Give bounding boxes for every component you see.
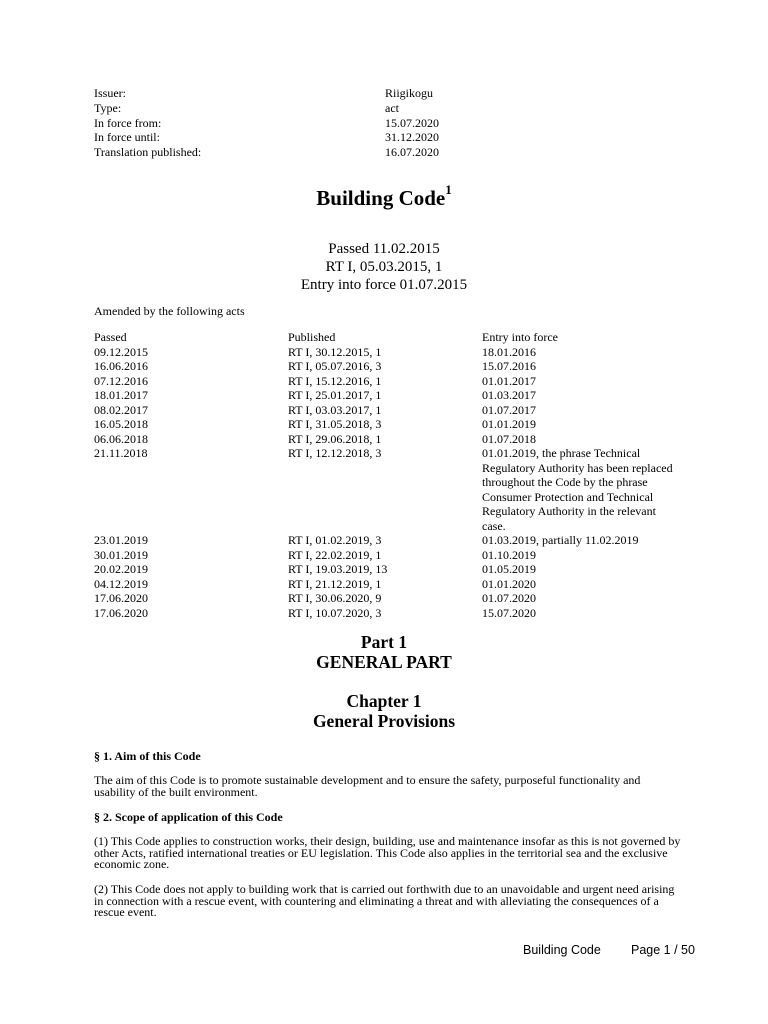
amendments-body bbox=[94, 345, 694, 621]
cell-passed: 23.01.2019 bbox=[94, 533, 148, 547]
footer-document-name: Building Code bbox=[523, 943, 601, 957]
table-row bbox=[94, 591, 694, 606]
cell-published: RT I, 10.07.2020, 3 bbox=[288, 605, 382, 620]
metadata-row bbox=[94, 145, 654, 160]
table-row bbox=[94, 403, 694, 418]
column-header-published: Published bbox=[288, 330, 336, 344]
cell-published: RT I, 25.01.2017, 1 bbox=[288, 388, 382, 402]
document-title bbox=[0, 182, 768, 211]
table-row bbox=[94, 359, 694, 374]
footer-page-number: Page 1 / 50 bbox=[631, 943, 695, 957]
cell-entry-into-force: 01.03.2017 bbox=[482, 388, 536, 402]
section-2-title: § 2. Scope of application of this Code bbox=[94, 810, 283, 824]
cell-published: RT I, 12.12.2018, 3 bbox=[288, 446, 382, 460]
cell-passed: 30.01.2019 bbox=[94, 547, 148, 562]
table-row bbox=[94, 417, 694, 432]
table-row bbox=[94, 548, 694, 563]
metadata-value: 31.12.2020 bbox=[385, 130, 439, 145]
table-row bbox=[94, 533, 694, 548]
metadata-label: Issuer: bbox=[94, 86, 126, 100]
cell-passed: 08.02.2017 bbox=[94, 402, 148, 417]
part-number: Part 1 bbox=[360, 632, 408, 652]
metadata-row bbox=[94, 101, 654, 116]
title-footnote-ref[interactable]: 1 bbox=[445, 182, 452, 197]
cell-entry-into-force: 01.01.2019, the phrase Technical Regulatory Authority has been replaced throughout the Code by the phrase Consumer Protection and Technical Regulatory Authority in the relevant case. bbox=[482, 446, 673, 533]
cell-published: RT I, 05.07.2016, 3 bbox=[288, 359, 382, 373]
table-row bbox=[94, 446, 694, 533]
column-header-entry-into-force: Entry into force bbox=[482, 330, 558, 344]
amended-heading: Amended by the following acts bbox=[94, 304, 245, 318]
cell-entry-into-force: 01.01.2020 bbox=[482, 576, 536, 591]
cell-passed: 21.11.2018 bbox=[94, 446, 148, 460]
table-row bbox=[94, 606, 694, 621]
cell-entry-into-force: 01.07.2020 bbox=[482, 591, 536, 605]
table-row bbox=[94, 374, 694, 389]
cell-passed: 04.12.2019 bbox=[94, 576, 148, 591]
section-1-title: § 1. Aim of this Code bbox=[94, 749, 201, 763]
table-row bbox=[94, 388, 694, 403]
table-row bbox=[94, 562, 694, 577]
metadata-label: In force from: bbox=[94, 115, 162, 130]
metadata-value: 15.07.2020 bbox=[385, 115, 439, 130]
cell-published: RT I, 30.06.2020, 9 bbox=[288, 591, 382, 605]
cell-passed: 09.12.2015 bbox=[94, 344, 148, 359]
cell-entry-into-force: 01.03.2019, partially 11.02.2019 bbox=[482, 533, 639, 547]
column-header-passed: Passed bbox=[94, 330, 127, 344]
cell-passed: 06.06.2018 bbox=[94, 431, 148, 446]
table-row bbox=[94, 577, 694, 592]
cell-published: RT I, 22.02.2019, 1 bbox=[288, 547, 382, 562]
cell-entry-into-force: 01.05.2019 bbox=[482, 562, 536, 576]
cell-passed: 20.02.2019 bbox=[94, 562, 148, 576]
cell-entry-into-force: 01.07.2017 bbox=[482, 402, 536, 417]
cell-published: RT I, 19.03.2019, 13 bbox=[288, 562, 388, 576]
cell-published: RT I, 30.12.2015, 1 bbox=[288, 344, 382, 359]
cell-published: RT I, 01.02.2019, 3 bbox=[288, 533, 382, 547]
cell-passed: 18.01.2017 bbox=[94, 388, 148, 402]
cell-entry-into-force: 15.07.2020 bbox=[482, 605, 536, 620]
metadata-value: Riigikogu bbox=[385, 86, 434, 100]
cell-entry-into-force: 01.07.2018 bbox=[482, 431, 536, 446]
metadata-block bbox=[94, 86, 654, 160]
cell-passed: 17.06.2020 bbox=[94, 605, 148, 620]
cell-passed: 16.05.2018 bbox=[94, 417, 148, 431]
metadata-row bbox=[94, 130, 654, 145]
cell-published: RT I, 21.12.2019, 1 bbox=[288, 576, 382, 591]
cell-published: RT I, 15.12.2016, 1 bbox=[288, 373, 382, 388]
cell-published: RT I, 29.06.2018, 1 bbox=[288, 431, 382, 446]
passed-info bbox=[0, 240, 768, 294]
cell-entry-into-force: 18.01.2016 bbox=[482, 344, 536, 359]
cell-entry-into-force: 01.01.2017 bbox=[482, 373, 536, 388]
title-text: Building Code bbox=[316, 186, 446, 210]
amendments-table bbox=[94, 330, 694, 620]
cell-passed: 07.12.2016 bbox=[94, 373, 148, 388]
chapter-name: General Provisions bbox=[312, 710, 456, 731]
metadata-label: In force until: bbox=[94, 130, 160, 145]
publication-reference: RT I, 05.03.2015, 1 bbox=[325, 259, 443, 275]
table-row bbox=[94, 432, 694, 447]
cell-published: RT I, 31.05.2018, 3 bbox=[288, 417, 382, 431]
cell-entry-into-force: 01.01.2019 bbox=[482, 417, 536, 431]
cell-entry-into-force: 15.07.2016 bbox=[482, 359, 536, 373]
section-1-text: The aim of this Code is to promote sustainable development and to ensure the safety, purposeful functionality and usability of the built environment. bbox=[94, 773, 641, 799]
cell-entry-into-force: 01.10.2019 bbox=[482, 547, 536, 562]
passed-date: Passed 11.02.2015 bbox=[328, 241, 440, 257]
metadata-label: Translation published: bbox=[94, 145, 202, 160]
part-name: GENERAL PART bbox=[316, 651, 452, 672]
cell-passed: 16.06.2016 bbox=[94, 359, 148, 373]
cell-passed: 17.06.2020 bbox=[94, 591, 148, 605]
section-2-paragraph-1: (1) This Code applies to construction works, their design, building, use and maintenance insofar as this is not governed by other Acts, ratified international treaties or EU legislation. This Code also applies in the territorial sea and the exclusive economic zone. bbox=[94, 834, 681, 871]
amendments-header-row bbox=[94, 330, 694, 345]
section-2-paragraph-2: (2) This Code does not apply to building work that is carried out forthwith due to an unavoidable and urgent need arising in connection with a rescue event, with countering and eliminating a threat and with alleviating the consequences of a rescue event. bbox=[94, 882, 675, 919]
part-heading bbox=[0, 633, 768, 672]
chapter-heading bbox=[0, 692, 768, 731]
entry-into-force: Entry into force 01.07.2015 bbox=[300, 277, 468, 293]
metadata-value: 16.07.2020 bbox=[385, 145, 439, 160]
chapter-number: Chapter 1 bbox=[346, 691, 422, 711]
metadata-label: Type: bbox=[94, 100, 122, 115]
cell-published: RT I, 03.03.2017, 1 bbox=[288, 402, 382, 417]
metadata-row bbox=[94, 116, 654, 131]
table-row bbox=[94, 345, 694, 360]
metadata-value: act bbox=[385, 100, 399, 115]
metadata-row bbox=[94, 86, 654, 101]
